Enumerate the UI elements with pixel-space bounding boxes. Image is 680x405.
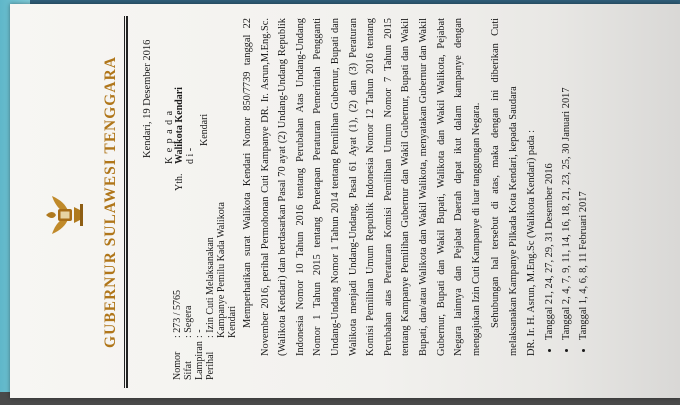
signer-line: DR. Ir. H. Asrun, M.Eng.Sc (Walikota Kendari) pada : (525, 130, 537, 356)
body-paragraph-2: Sehubungan hal tersebut di atas, maka dengan ini diberikan Cuti melaksanakan Kampanye Pilkada Kota Kendari, kepada Saudara (490, 18, 519, 356)
meta-lampiran: Lampiran: - (194, 329, 205, 380)
kepada-label: K e p a d a (164, 109, 175, 164)
letter-paper (10, 4, 680, 398)
leave-dates-list (541, 18, 592, 356)
letterhead-divider-thick (126, 16, 128, 388)
letter-date: Kendari, 19 Desember 2016 (142, 39, 153, 158)
recipient-place: Kendari (199, 113, 210, 146)
letter-content (24, 8, 680, 396)
list-item: • Tanggal 1, 4, 6, 8, 11 Februari 2017 (575, 18, 592, 340)
letterhead-divider (124, 16, 125, 388)
letterhead-title: GUBERNUR SULAWESI TENGGARA (102, 56, 119, 348)
list-item: • Tanggal 2, 4, 7, 9, 11, 14, 16, 18, 21, 23, 25, 30 Januari 2017 (558, 18, 575, 340)
meta-perihal: Perihal : Izin Cuti Melaksanakan Kampanye Pemilu Kada Walikota Kendari (205, 202, 238, 380)
garuda-emblem-icon (42, 192, 84, 238)
di-label: d i - (185, 147, 196, 164)
meta-sifat: Sifat: Segera (183, 305, 194, 380)
letter-body (239, 18, 592, 356)
list-item: • Tanggal 21, 24, 27, 29, 31 Desember 2016 (541, 18, 558, 340)
body-paragraph-1: Memperhatikan surat Walikota Kendari Nomor 850/7739 tanggal 22 November 2016, perihal Permohonan Cuti Kampanye DR. Ir. Asrun,M.Eng.Sc. (Walikota Kendari) dan berdasarkan Pasal 70 ayat (2) Undang-Undang Republik Indonesia Nomor 10 Tahun 2016 tentang Perubahan Atas Undang-Undang Nomor 1 Tahun 2015 tentang Penetapan Peraturan Pemerintah Pengganti Undang-Undang Nomor 1 Tahun 2014 tentang Pemilihan Gubernur, Bupati dan Walikota menjadi Undang-Undang, Pasal 61 Ayat (1), (2) dan (3) Peraturan Komisi Pemilihan Umum Republik Indonesia Nomor 12 Tahun 2016 tentang Perubahan atas Peraturan Komisi Pemilihan Umum Nomor 7 Tahun 2015 tentang Kampanye Pemilihan Gubernur dan Wakil Gubernur, Bupati dan Wakil Bupati, dan/atau Walikota dan Wakil Walikota, menyatakan Gubernur dan Wakil Gubernur, Bupati dan Wakil Bupati, Walikota dan Wakil Walikota, Pejabat Negara lainnya dan Pejabat Daerah dapat ikut dalam kampanye dengan mengajukan Izin Cuti Kampanye di luar tanggungan Negara. (242, 18, 482, 356)
meta-nomor: Nomor: 273 / 5765 (172, 289, 183, 380)
recipient-name: Walikota Kendari (174, 87, 185, 164)
yth-label: Yth. (174, 173, 185, 191)
